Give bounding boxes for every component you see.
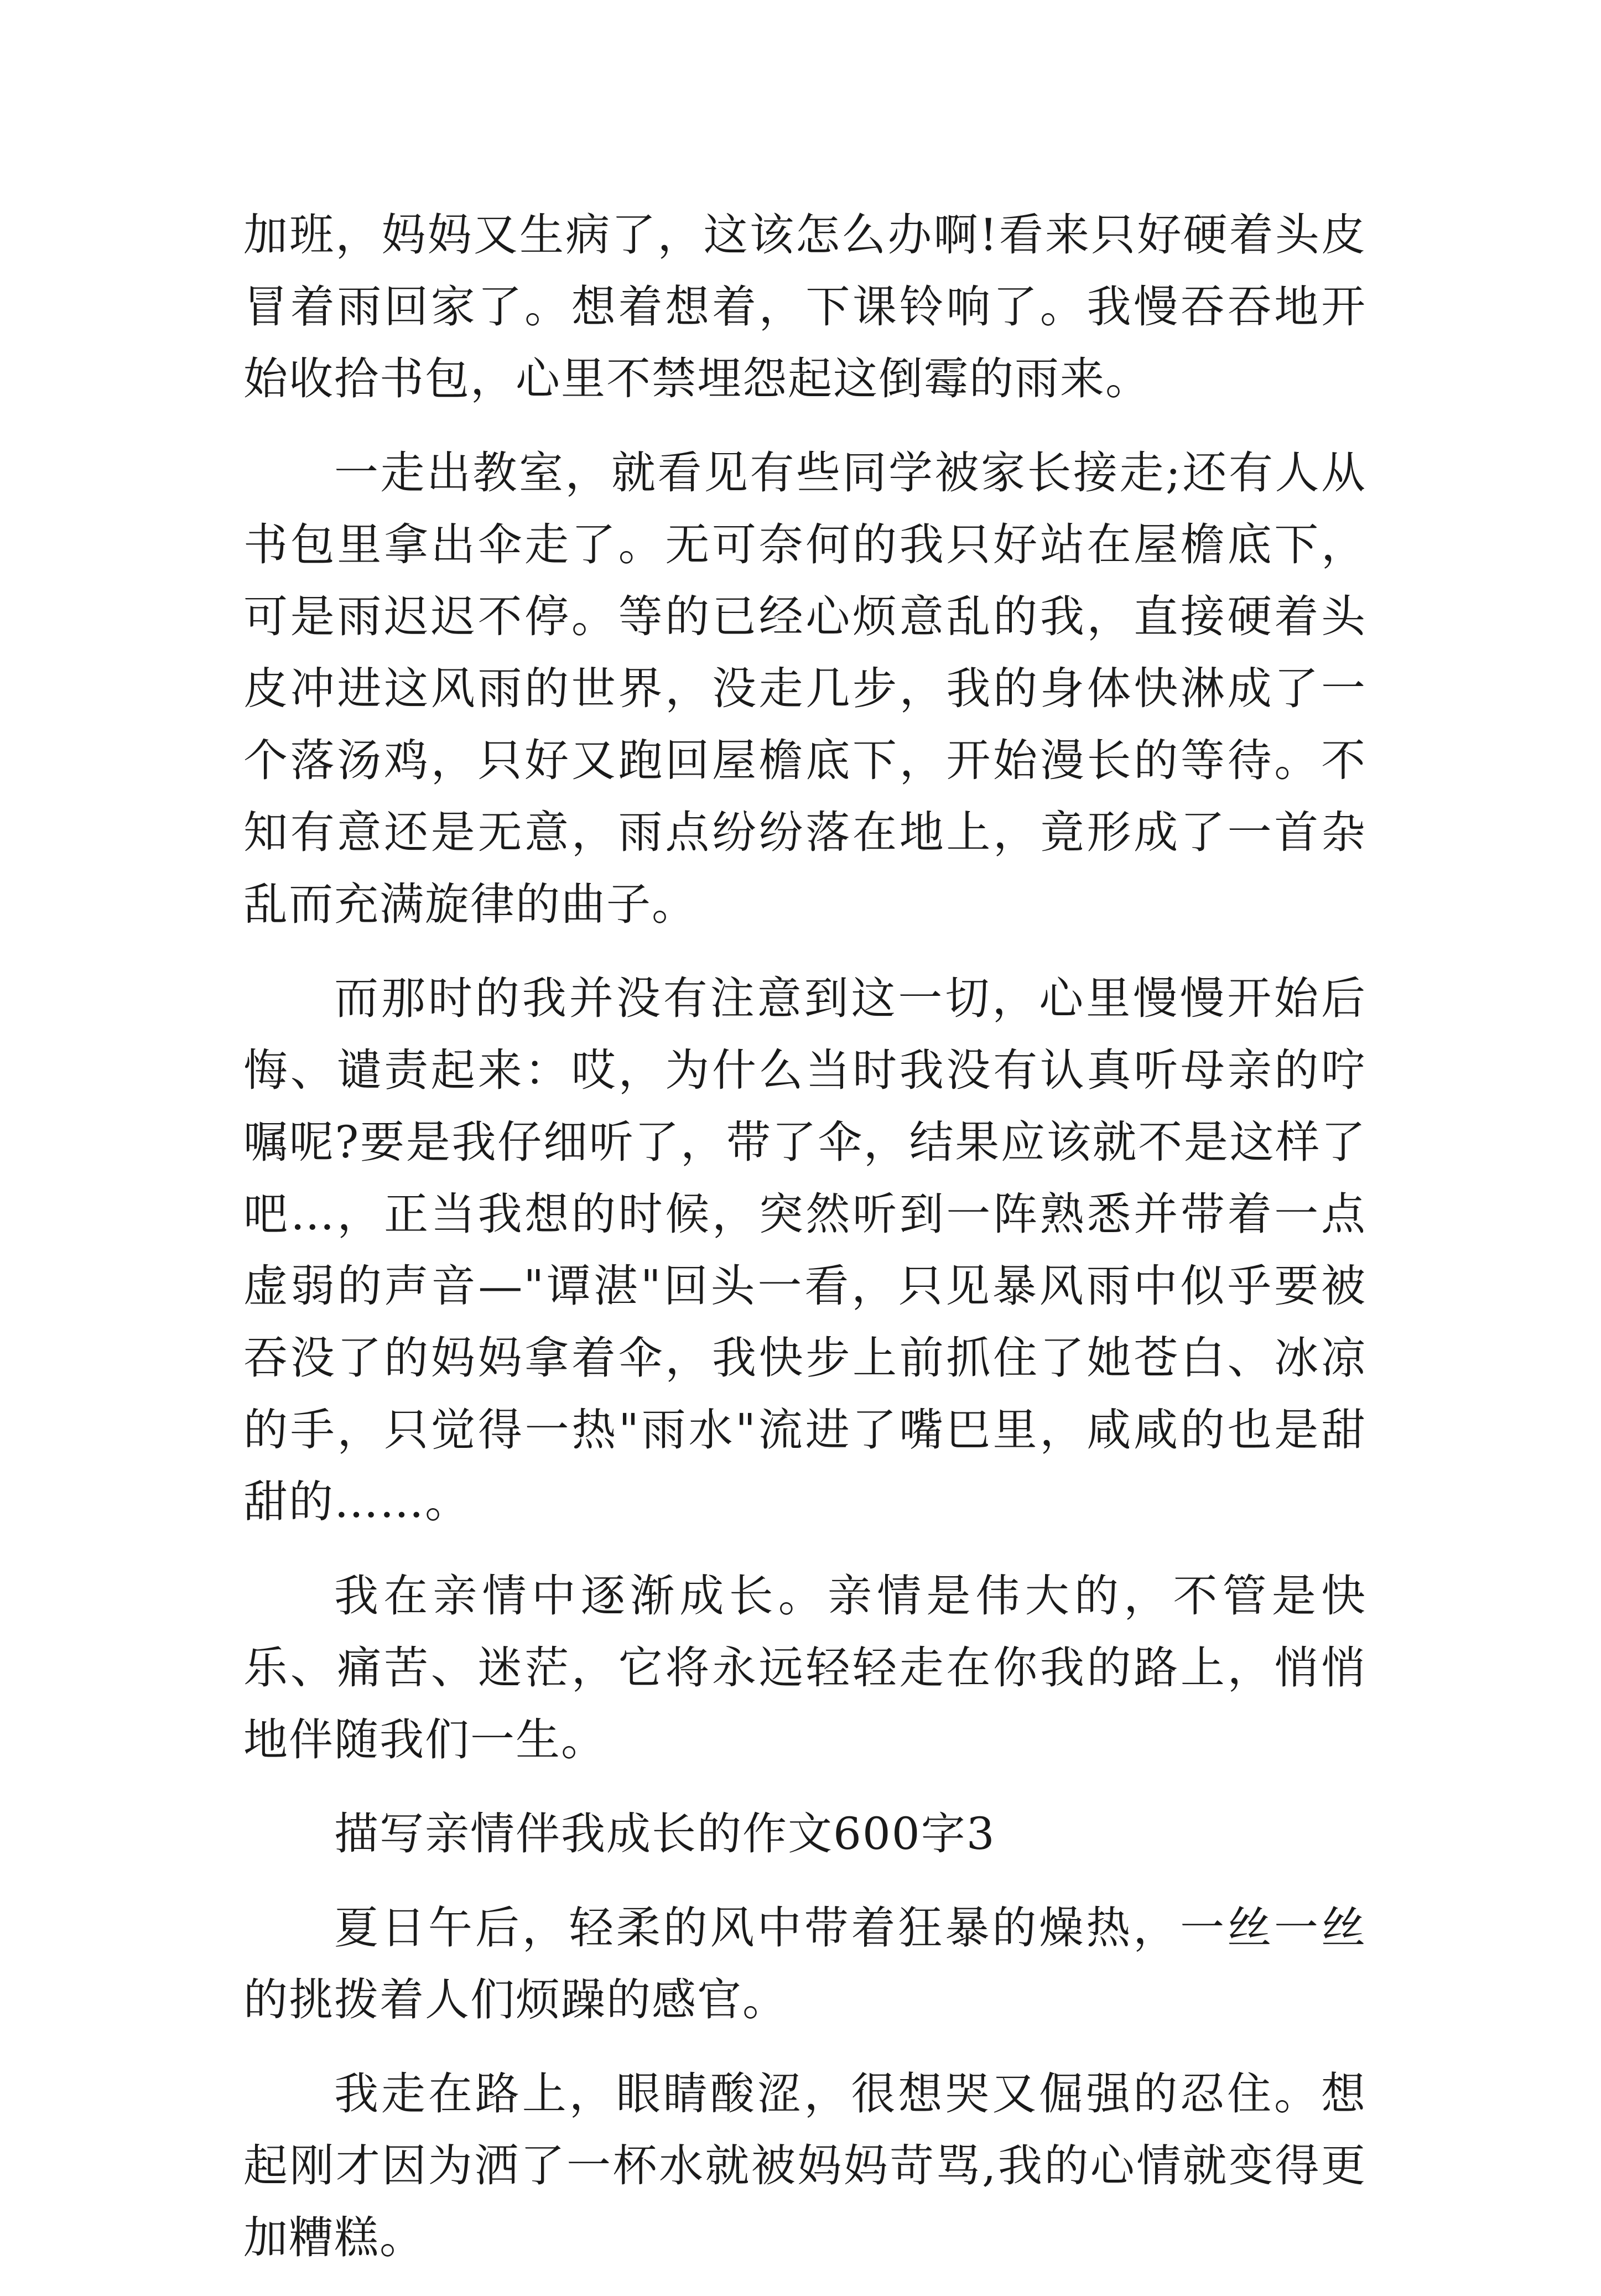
paragraph-2: 一走出教室，就看见有些同学被家长接走;还有人从书包里拿出伞走了。无可奈何的我只好站在屋檐底下，可是雨迟迟不停。等的已经心烦意乱的我，直接硬着头皮冲进这风雨的世界，没走几步，我的身体快淋成了一个落汤鸡，只好又跑回屋檐底下，开始漫长的等待。不知有意还是无意，雨点纷纷落在地上，竟形成了一首杂乱而充满旋律的曲子。 <box>243 447 1366 930</box>
paragraph-5: 夏日午后，轻柔的风中带着狂暴的燥热，一丝一丝的挑拨着人们烦躁的感官。 <box>243 1902 1366 2025</box>
paragraph-6: 我走在路上，眼睛酸涩，很想哭又倔强的忍住。想起刚才因为洒了一杯水就被妈妈苛骂,我的心情就变得更加糟糕。 <box>243 2068 1366 2263</box>
paragraph-4: 我在亲情中逐渐成长。亲情是伟大的，不管是快乐、痛苦、迷茫，它将永远轻轻走在你我的路上，悄悄地伴随我们一生。 <box>243 1570 1366 1765</box>
section-heading: 描写亲情伴我成长的作文600字3 <box>334 1808 996 1859</box>
paragraph-3: 而那时的我并没有注意到这一切，心里慢慢开始后悔、谴责起来：哎，为什么当时我没有认真听母亲的咛嘱呢?要是我仔细听了，带了伞，结果应该就不是这样了吧…，正当我想的时候，突然听到一阵熟悉并带着一点虚弱的声音—"谭湛"回头一看，只见暴风雨中似乎要被吞没了的妈妈拿着伞，我快步上前抓住了她苍白、冰凉的手，只觉得一热"雨水"流进了嘴巴里，咸咸的也是甜甜的……。 <box>243 973 1366 1528</box>
paragraph-1: 加班，妈妈又生病了，这该怎么办啊!看来只好硬着头皮冒着雨回家了。想着想着，下课铃响了。我慢吞吞地开始收拾书包，心里不禁埋怨起这倒霉的雨来。 <box>243 209 1366 404</box>
document-body <box>243 199 1366 2296</box>
